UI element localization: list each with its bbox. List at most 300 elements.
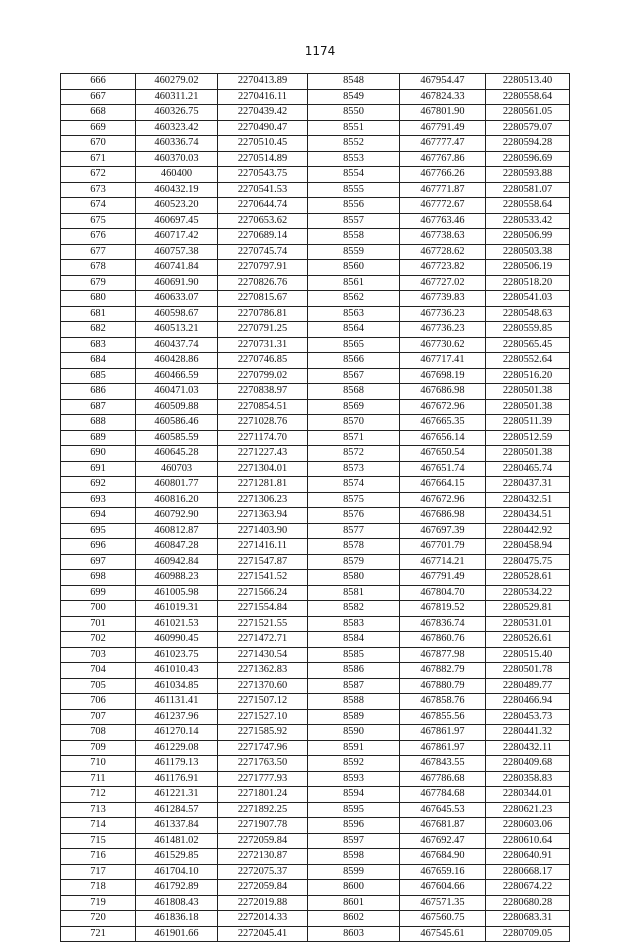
y-coordinate-left-cell: 2272019.88 bbox=[218, 895, 308, 911]
y-coordinate-right-cell: 2280501.38 bbox=[486, 446, 570, 462]
y-coordinate-left-cell: 2271430.54 bbox=[218, 647, 308, 663]
x-coordinate-right-cell: 467714.21 bbox=[400, 554, 486, 570]
x-coordinate-left-cell: 460513.21 bbox=[136, 322, 218, 338]
point-number-left-cell: 666 bbox=[61, 74, 136, 90]
x-coordinate-right-cell: 467777.47 bbox=[400, 136, 486, 152]
y-coordinate-right-cell: 2280552.64 bbox=[486, 353, 570, 369]
y-coordinate-right-cell: 2280501.38 bbox=[486, 399, 570, 415]
x-coordinate-right-cell: 467727.02 bbox=[400, 275, 486, 291]
x-coordinate-right-cell: 467766.26 bbox=[400, 167, 486, 183]
y-coordinate-left-cell: 2270514.89 bbox=[218, 151, 308, 167]
table-row bbox=[61, 291, 570, 307]
point-number-right-cell: 8587 bbox=[308, 678, 400, 694]
point-number-right-cell: 8596 bbox=[308, 818, 400, 834]
y-coordinate-right-cell: 2280581.07 bbox=[486, 182, 570, 198]
point-number-left-cell: 705 bbox=[61, 678, 136, 694]
point-number-right-cell: 8583 bbox=[308, 616, 400, 632]
table-row bbox=[61, 430, 570, 446]
point-number-right-cell: 8564 bbox=[308, 322, 400, 338]
y-coordinate-left-cell: 2270731.31 bbox=[218, 337, 308, 353]
x-coordinate-right-cell: 467701.79 bbox=[400, 539, 486, 555]
table-row bbox=[61, 182, 570, 198]
point-number-right-cell: 8592 bbox=[308, 756, 400, 772]
point-number-right-cell: 8594 bbox=[308, 787, 400, 803]
table-row bbox=[61, 415, 570, 431]
point-number-left-cell: 676 bbox=[61, 229, 136, 245]
table-row bbox=[61, 523, 570, 539]
table-row bbox=[61, 647, 570, 663]
page-number: 1174 bbox=[304, 44, 336, 58]
y-coordinate-left-cell: 2271362.83 bbox=[218, 663, 308, 679]
point-number-left-cell: 694 bbox=[61, 508, 136, 524]
x-coordinate-left-cell: 460812.87 bbox=[136, 523, 218, 539]
point-number-left-cell: 692 bbox=[61, 477, 136, 493]
y-coordinate-left-cell: 2270791.25 bbox=[218, 322, 308, 338]
y-coordinate-left-cell: 2271521.55 bbox=[218, 616, 308, 632]
y-coordinate-left-cell: 2271174.70 bbox=[218, 430, 308, 446]
x-coordinate-left-cell: 460471.03 bbox=[136, 384, 218, 400]
table-row bbox=[61, 492, 570, 508]
y-coordinate-right-cell: 2280453.73 bbox=[486, 709, 570, 725]
table-row bbox=[61, 337, 570, 353]
point-number-left-cell: 700 bbox=[61, 601, 136, 617]
y-coordinate-left-cell: 2270644.74 bbox=[218, 198, 308, 214]
point-number-left-cell: 674 bbox=[61, 198, 136, 214]
x-coordinate-right-cell: 467836.74 bbox=[400, 616, 486, 632]
y-coordinate-right-cell: 2280501.78 bbox=[486, 663, 570, 679]
point-number-left-cell: 681 bbox=[61, 306, 136, 322]
y-coordinate-right-cell: 2280531.01 bbox=[486, 616, 570, 632]
point-number-left-cell: 719 bbox=[61, 895, 136, 911]
x-coordinate-left-cell: 461005.98 bbox=[136, 585, 218, 601]
point-number-right-cell: 8588 bbox=[308, 694, 400, 710]
y-coordinate-left-cell: 2270510.45 bbox=[218, 136, 308, 152]
y-coordinate-left-cell: 2270416.11 bbox=[218, 89, 308, 105]
x-coordinate-right-cell: 467681.87 bbox=[400, 818, 486, 834]
point-number-left-cell: 696 bbox=[61, 539, 136, 555]
y-coordinate-right-cell: 2280565.45 bbox=[486, 337, 570, 353]
y-coordinate-right-cell: 2280441.32 bbox=[486, 725, 570, 741]
table-row bbox=[61, 585, 570, 601]
y-coordinate-left-cell: 2270854.51 bbox=[218, 399, 308, 415]
x-coordinate-left-cell: 461337.84 bbox=[136, 818, 218, 834]
x-coordinate-left-cell: 460645.28 bbox=[136, 446, 218, 462]
x-coordinate-right-cell: 467651.74 bbox=[400, 461, 486, 477]
point-number-right-cell: 8572 bbox=[308, 446, 400, 462]
table-row bbox=[61, 508, 570, 524]
x-coordinate-right-cell: 467784.68 bbox=[400, 787, 486, 803]
point-number-left-cell: 697 bbox=[61, 554, 136, 570]
y-coordinate-right-cell: 2280511.39 bbox=[486, 415, 570, 431]
point-number-left-cell: 689 bbox=[61, 430, 136, 446]
table-row bbox=[61, 554, 570, 570]
y-coordinate-left-cell: 2271547.87 bbox=[218, 554, 308, 570]
x-coordinate-right-cell: 467861.97 bbox=[400, 740, 486, 756]
y-coordinate-right-cell: 2280442.92 bbox=[486, 523, 570, 539]
point-number-left-cell: 679 bbox=[61, 275, 136, 291]
x-coordinate-left-cell: 460437.74 bbox=[136, 337, 218, 353]
table-row bbox=[61, 880, 570, 896]
table-row bbox=[61, 570, 570, 586]
x-coordinate-right-cell: 467650.54 bbox=[400, 446, 486, 462]
y-coordinate-left-cell: 2271416.11 bbox=[218, 539, 308, 555]
table-row bbox=[61, 818, 570, 834]
x-coordinate-right-cell: 467672.96 bbox=[400, 492, 486, 508]
x-coordinate-left-cell: 461481.02 bbox=[136, 833, 218, 849]
table-row bbox=[61, 353, 570, 369]
x-coordinate-right-cell: 467738.63 bbox=[400, 229, 486, 245]
x-coordinate-left-cell: 461221.31 bbox=[136, 787, 218, 803]
y-coordinate-right-cell: 2280559.85 bbox=[486, 322, 570, 338]
table-row bbox=[61, 477, 570, 493]
point-number-right-cell: 8591 bbox=[308, 740, 400, 756]
point-number-right-cell: 8585 bbox=[308, 647, 400, 663]
x-coordinate-right-cell: 467717.41 bbox=[400, 353, 486, 369]
x-coordinate-left-cell: 461284.57 bbox=[136, 802, 218, 818]
y-coordinate-left-cell: 2270745.74 bbox=[218, 244, 308, 260]
point-number-right-cell: 8581 bbox=[308, 585, 400, 601]
point-number-right-cell: 8584 bbox=[308, 632, 400, 648]
x-coordinate-right-cell: 467786.68 bbox=[400, 771, 486, 787]
x-coordinate-right-cell: 467545.61 bbox=[400, 926, 486, 942]
y-coordinate-left-cell: 2271304.01 bbox=[218, 461, 308, 477]
x-coordinate-left-cell: 460585.59 bbox=[136, 430, 218, 446]
point-number-left-cell: 670 bbox=[61, 136, 136, 152]
y-coordinate-left-cell: 2271306.23 bbox=[218, 492, 308, 508]
y-coordinate-right-cell: 2280674.22 bbox=[486, 880, 570, 896]
x-coordinate-left-cell: 461021.53 bbox=[136, 616, 218, 632]
x-coordinate-right-cell: 467692.47 bbox=[400, 833, 486, 849]
point-number-left-cell: 677 bbox=[61, 244, 136, 260]
point-number-right-cell: 8565 bbox=[308, 337, 400, 353]
table-row bbox=[61, 632, 570, 648]
point-number-right-cell: 8562 bbox=[308, 291, 400, 307]
x-coordinate-left-cell: 460311.21 bbox=[136, 89, 218, 105]
x-coordinate-left-cell: 460523.20 bbox=[136, 198, 218, 214]
table-row bbox=[61, 322, 570, 338]
table-row bbox=[61, 151, 570, 167]
y-coordinate-right-cell: 2280534.22 bbox=[486, 585, 570, 601]
x-coordinate-left-cell: 461792.89 bbox=[136, 880, 218, 896]
x-coordinate-left-cell: 460703 bbox=[136, 461, 218, 477]
y-coordinate-left-cell: 2271028.76 bbox=[218, 415, 308, 431]
y-coordinate-right-cell: 2280541.03 bbox=[486, 291, 570, 307]
table-row bbox=[61, 74, 570, 90]
y-coordinate-left-cell: 2271541.52 bbox=[218, 570, 308, 586]
x-coordinate-left-cell: 460370.03 bbox=[136, 151, 218, 167]
point-number-right-cell: 8560 bbox=[308, 260, 400, 276]
y-coordinate-left-cell: 2271763.50 bbox=[218, 756, 308, 772]
point-number-left-cell: 685 bbox=[61, 368, 136, 384]
point-number-left-cell: 693 bbox=[61, 492, 136, 508]
point-number-left-cell: 709 bbox=[61, 740, 136, 756]
point-number-left-cell: 711 bbox=[61, 771, 136, 787]
y-coordinate-right-cell: 2280466.94 bbox=[486, 694, 570, 710]
y-coordinate-right-cell: 2280528.61 bbox=[486, 570, 570, 586]
y-coordinate-right-cell: 2280683.31 bbox=[486, 911, 570, 927]
point-number-right-cell: 8576 bbox=[308, 508, 400, 524]
point-number-right-cell: 8557 bbox=[308, 213, 400, 229]
y-coordinate-right-cell: 2280533.42 bbox=[486, 213, 570, 229]
point-number-left-cell: 678 bbox=[61, 260, 136, 276]
y-coordinate-left-cell: 2272059.84 bbox=[218, 833, 308, 849]
coordinates-table bbox=[60, 73, 570, 942]
x-coordinate-right-cell: 467855.56 bbox=[400, 709, 486, 725]
y-coordinate-left-cell: 2270799.02 bbox=[218, 368, 308, 384]
y-coordinate-left-cell: 2271747.96 bbox=[218, 740, 308, 756]
y-coordinate-left-cell: 2272045.41 bbox=[218, 926, 308, 942]
y-coordinate-right-cell: 2280513.40 bbox=[486, 74, 570, 90]
table-row bbox=[61, 136, 570, 152]
point-number-left-cell: 717 bbox=[61, 864, 136, 880]
y-coordinate-right-cell: 2280610.64 bbox=[486, 833, 570, 849]
point-number-left-cell: 701 bbox=[61, 616, 136, 632]
point-number-left-cell: 699 bbox=[61, 585, 136, 601]
x-coordinate-right-cell: 467882.79 bbox=[400, 663, 486, 679]
y-coordinate-left-cell: 2271907.78 bbox=[218, 818, 308, 834]
y-coordinate-left-cell: 2270413.89 bbox=[218, 74, 308, 90]
x-coordinate-left-cell: 461901.66 bbox=[136, 926, 218, 942]
point-number-right-cell: 8558 bbox=[308, 229, 400, 245]
y-coordinate-right-cell: 2280506.99 bbox=[486, 229, 570, 245]
y-coordinate-left-cell: 2270439.42 bbox=[218, 105, 308, 121]
table-row bbox=[61, 616, 570, 632]
x-coordinate-right-cell: 467877.98 bbox=[400, 647, 486, 663]
x-coordinate-left-cell: 460990.45 bbox=[136, 632, 218, 648]
point-number-right-cell: 8553 bbox=[308, 151, 400, 167]
point-number-right-cell: 8549 bbox=[308, 89, 400, 105]
x-coordinate-left-cell: 460741.84 bbox=[136, 260, 218, 276]
point-number-left-cell: 715 bbox=[61, 833, 136, 849]
x-coordinate-right-cell: 467843.55 bbox=[400, 756, 486, 772]
x-coordinate-right-cell: 467604.66 bbox=[400, 880, 486, 896]
point-number-left-cell: 688 bbox=[61, 415, 136, 431]
table-row bbox=[61, 911, 570, 927]
y-coordinate-left-cell: 2271554.84 bbox=[218, 601, 308, 617]
point-number-right-cell: 8559 bbox=[308, 244, 400, 260]
x-coordinate-left-cell: 460757.38 bbox=[136, 244, 218, 260]
point-number-right-cell: 8580 bbox=[308, 570, 400, 586]
y-coordinate-right-cell: 2280409.68 bbox=[486, 756, 570, 772]
x-coordinate-left-cell: 460598.67 bbox=[136, 306, 218, 322]
y-coordinate-right-cell: 2280475.75 bbox=[486, 554, 570, 570]
table-row bbox=[61, 926, 570, 942]
x-coordinate-right-cell: 467697.39 bbox=[400, 523, 486, 539]
point-number-right-cell: 8578 bbox=[308, 539, 400, 555]
x-coordinate-right-cell: 467571.35 bbox=[400, 895, 486, 911]
y-coordinate-left-cell: 2272059.84 bbox=[218, 880, 308, 896]
x-coordinate-right-cell: 467560.75 bbox=[400, 911, 486, 927]
x-coordinate-right-cell: 467739.83 bbox=[400, 291, 486, 307]
table-row bbox=[61, 167, 570, 183]
point-number-left-cell: 704 bbox=[61, 663, 136, 679]
point-number-right-cell: 8601 bbox=[308, 895, 400, 911]
table-row bbox=[61, 802, 570, 818]
point-number-right-cell: 8556 bbox=[308, 198, 400, 214]
y-coordinate-left-cell: 2271281.81 bbox=[218, 477, 308, 493]
x-coordinate-left-cell: 460279.02 bbox=[136, 74, 218, 90]
point-number-right-cell: 8573 bbox=[308, 461, 400, 477]
x-coordinate-left-cell: 460691.90 bbox=[136, 275, 218, 291]
point-number-right-cell: 8552 bbox=[308, 136, 400, 152]
x-coordinate-right-cell: 467665.35 bbox=[400, 415, 486, 431]
point-number-left-cell: 714 bbox=[61, 818, 136, 834]
table-row bbox=[61, 306, 570, 322]
point-number-right-cell: 8548 bbox=[308, 74, 400, 90]
x-coordinate-right-cell: 467736.23 bbox=[400, 306, 486, 322]
y-coordinate-left-cell: 2271527.10 bbox=[218, 709, 308, 725]
point-number-left-cell: 682 bbox=[61, 322, 136, 338]
y-coordinate-left-cell: 2271363.94 bbox=[218, 508, 308, 524]
y-coordinate-left-cell: 2270786.81 bbox=[218, 306, 308, 322]
x-coordinate-left-cell: 460400 bbox=[136, 167, 218, 183]
y-coordinate-right-cell: 2280596.69 bbox=[486, 151, 570, 167]
x-coordinate-right-cell: 467824.33 bbox=[400, 89, 486, 105]
y-coordinate-left-cell: 2271227.43 bbox=[218, 446, 308, 462]
y-coordinate-right-cell: 2280501.38 bbox=[486, 384, 570, 400]
point-number-right-cell: 8579 bbox=[308, 554, 400, 570]
y-coordinate-right-cell: 2280358.83 bbox=[486, 771, 570, 787]
y-coordinate-left-cell: 2270815.67 bbox=[218, 291, 308, 307]
point-number-right-cell: 8593 bbox=[308, 771, 400, 787]
y-coordinate-left-cell: 2271566.24 bbox=[218, 585, 308, 601]
table-row bbox=[61, 368, 570, 384]
y-coordinate-right-cell: 2280558.64 bbox=[486, 89, 570, 105]
y-coordinate-right-cell: 2280529.81 bbox=[486, 601, 570, 617]
x-coordinate-left-cell: 461010.43 bbox=[136, 663, 218, 679]
y-coordinate-left-cell: 2270838.97 bbox=[218, 384, 308, 400]
x-coordinate-left-cell: 460816.20 bbox=[136, 492, 218, 508]
point-number-left-cell: 703 bbox=[61, 647, 136, 663]
point-number-right-cell: 8571 bbox=[308, 430, 400, 446]
x-coordinate-right-cell: 467763.46 bbox=[400, 213, 486, 229]
x-coordinate-right-cell: 467686.98 bbox=[400, 508, 486, 524]
point-number-right-cell: 8595 bbox=[308, 802, 400, 818]
x-coordinate-left-cell: 460323.42 bbox=[136, 120, 218, 136]
y-coordinate-left-cell: 2270490.47 bbox=[218, 120, 308, 136]
y-coordinate-right-cell: 2280506.19 bbox=[486, 260, 570, 276]
y-coordinate-left-cell: 2272130.87 bbox=[218, 849, 308, 865]
y-coordinate-right-cell: 2280621.23 bbox=[486, 802, 570, 818]
x-coordinate-left-cell: 461176.91 bbox=[136, 771, 218, 787]
y-coordinate-left-cell: 2272014.33 bbox=[218, 911, 308, 927]
point-number-right-cell: 8575 bbox=[308, 492, 400, 508]
x-coordinate-right-cell: 467767.86 bbox=[400, 151, 486, 167]
x-coordinate-right-cell: 467645.53 bbox=[400, 802, 486, 818]
point-number-left-cell: 708 bbox=[61, 725, 136, 741]
y-coordinate-right-cell: 2280593.88 bbox=[486, 167, 570, 183]
y-coordinate-left-cell: 2272075.37 bbox=[218, 864, 308, 880]
x-coordinate-left-cell: 460697.45 bbox=[136, 213, 218, 229]
x-coordinate-right-cell: 467791.49 bbox=[400, 570, 486, 586]
point-number-left-cell: 667 bbox=[61, 89, 136, 105]
y-coordinate-right-cell: 2280668.17 bbox=[486, 864, 570, 880]
y-coordinate-left-cell: 2271370.60 bbox=[218, 678, 308, 694]
point-number-left-cell: 718 bbox=[61, 880, 136, 896]
table-row bbox=[61, 260, 570, 276]
y-coordinate-right-cell: 2280518.20 bbox=[486, 275, 570, 291]
y-coordinate-left-cell: 2271777.93 bbox=[218, 771, 308, 787]
y-coordinate-left-cell: 2270543.75 bbox=[218, 167, 308, 183]
table-row bbox=[61, 198, 570, 214]
y-coordinate-right-cell: 2280344.01 bbox=[486, 787, 570, 803]
point-number-right-cell: 8598 bbox=[308, 849, 400, 865]
point-number-right-cell: 8603 bbox=[308, 926, 400, 942]
x-coordinate-left-cell: 460717.42 bbox=[136, 229, 218, 245]
x-coordinate-left-cell: 460509.88 bbox=[136, 399, 218, 415]
y-coordinate-right-cell: 2280512.59 bbox=[486, 430, 570, 446]
table-row bbox=[61, 461, 570, 477]
x-coordinate-right-cell: 467664.15 bbox=[400, 477, 486, 493]
point-number-left-cell: 684 bbox=[61, 353, 136, 369]
x-coordinate-left-cell: 460336.74 bbox=[136, 136, 218, 152]
x-coordinate-right-cell: 467728.62 bbox=[400, 244, 486, 260]
y-coordinate-right-cell: 2280503.38 bbox=[486, 244, 570, 260]
y-coordinate-right-cell: 2280594.28 bbox=[486, 136, 570, 152]
x-coordinate-right-cell: 467684.90 bbox=[400, 849, 486, 865]
x-coordinate-left-cell: 461836.18 bbox=[136, 911, 218, 927]
table-row bbox=[61, 895, 570, 911]
point-number-left-cell: 669 bbox=[61, 120, 136, 136]
point-number-left-cell: 721 bbox=[61, 926, 136, 942]
point-number-left-cell: 680 bbox=[61, 291, 136, 307]
table-row bbox=[61, 105, 570, 121]
table-row bbox=[61, 694, 570, 710]
table-row bbox=[61, 833, 570, 849]
x-coordinate-left-cell: 460586.46 bbox=[136, 415, 218, 431]
table-row bbox=[61, 787, 570, 803]
y-coordinate-right-cell: 2280515.40 bbox=[486, 647, 570, 663]
x-coordinate-right-cell: 467672.96 bbox=[400, 399, 486, 415]
y-coordinate-left-cell: 2270653.62 bbox=[218, 213, 308, 229]
point-number-left-cell: 716 bbox=[61, 849, 136, 865]
x-coordinate-left-cell: 461237.96 bbox=[136, 709, 218, 725]
y-coordinate-left-cell: 2270746.85 bbox=[218, 353, 308, 369]
point-number-right-cell: 8555 bbox=[308, 182, 400, 198]
point-number-left-cell: 712 bbox=[61, 787, 136, 803]
y-coordinate-right-cell: 2280432.51 bbox=[486, 492, 570, 508]
x-coordinate-left-cell: 460847.28 bbox=[136, 539, 218, 555]
table-row bbox=[61, 725, 570, 741]
x-coordinate-left-cell: 461034.85 bbox=[136, 678, 218, 694]
point-number-right-cell: 8561 bbox=[308, 275, 400, 291]
point-number-right-cell: 8589 bbox=[308, 709, 400, 725]
point-number-left-cell: 691 bbox=[61, 461, 136, 477]
table-row bbox=[61, 229, 570, 245]
x-coordinate-right-cell: 467819.52 bbox=[400, 601, 486, 617]
x-coordinate-left-cell: 461808.43 bbox=[136, 895, 218, 911]
x-coordinate-left-cell: 461529.85 bbox=[136, 849, 218, 865]
x-coordinate-left-cell: 461019.31 bbox=[136, 601, 218, 617]
y-coordinate-right-cell: 2280709.05 bbox=[486, 926, 570, 942]
y-coordinate-right-cell: 2280558.64 bbox=[486, 198, 570, 214]
table-row bbox=[61, 849, 570, 865]
x-coordinate-left-cell: 460326.75 bbox=[136, 105, 218, 121]
table-row bbox=[61, 244, 570, 260]
point-number-right-cell: 8551 bbox=[308, 120, 400, 136]
point-number-right-cell: 8577 bbox=[308, 523, 400, 539]
table-row bbox=[61, 864, 570, 880]
point-number-left-cell: 668 bbox=[61, 105, 136, 121]
table-row bbox=[61, 740, 570, 756]
x-coordinate-right-cell: 467860.76 bbox=[400, 632, 486, 648]
point-number-left-cell: 707 bbox=[61, 709, 136, 725]
y-coordinate-right-cell: 2280548.63 bbox=[486, 306, 570, 322]
point-number-right-cell: 8570 bbox=[308, 415, 400, 431]
table-row bbox=[61, 709, 570, 725]
y-coordinate-right-cell: 2280489.77 bbox=[486, 678, 570, 694]
x-coordinate-right-cell: 467698.19 bbox=[400, 368, 486, 384]
